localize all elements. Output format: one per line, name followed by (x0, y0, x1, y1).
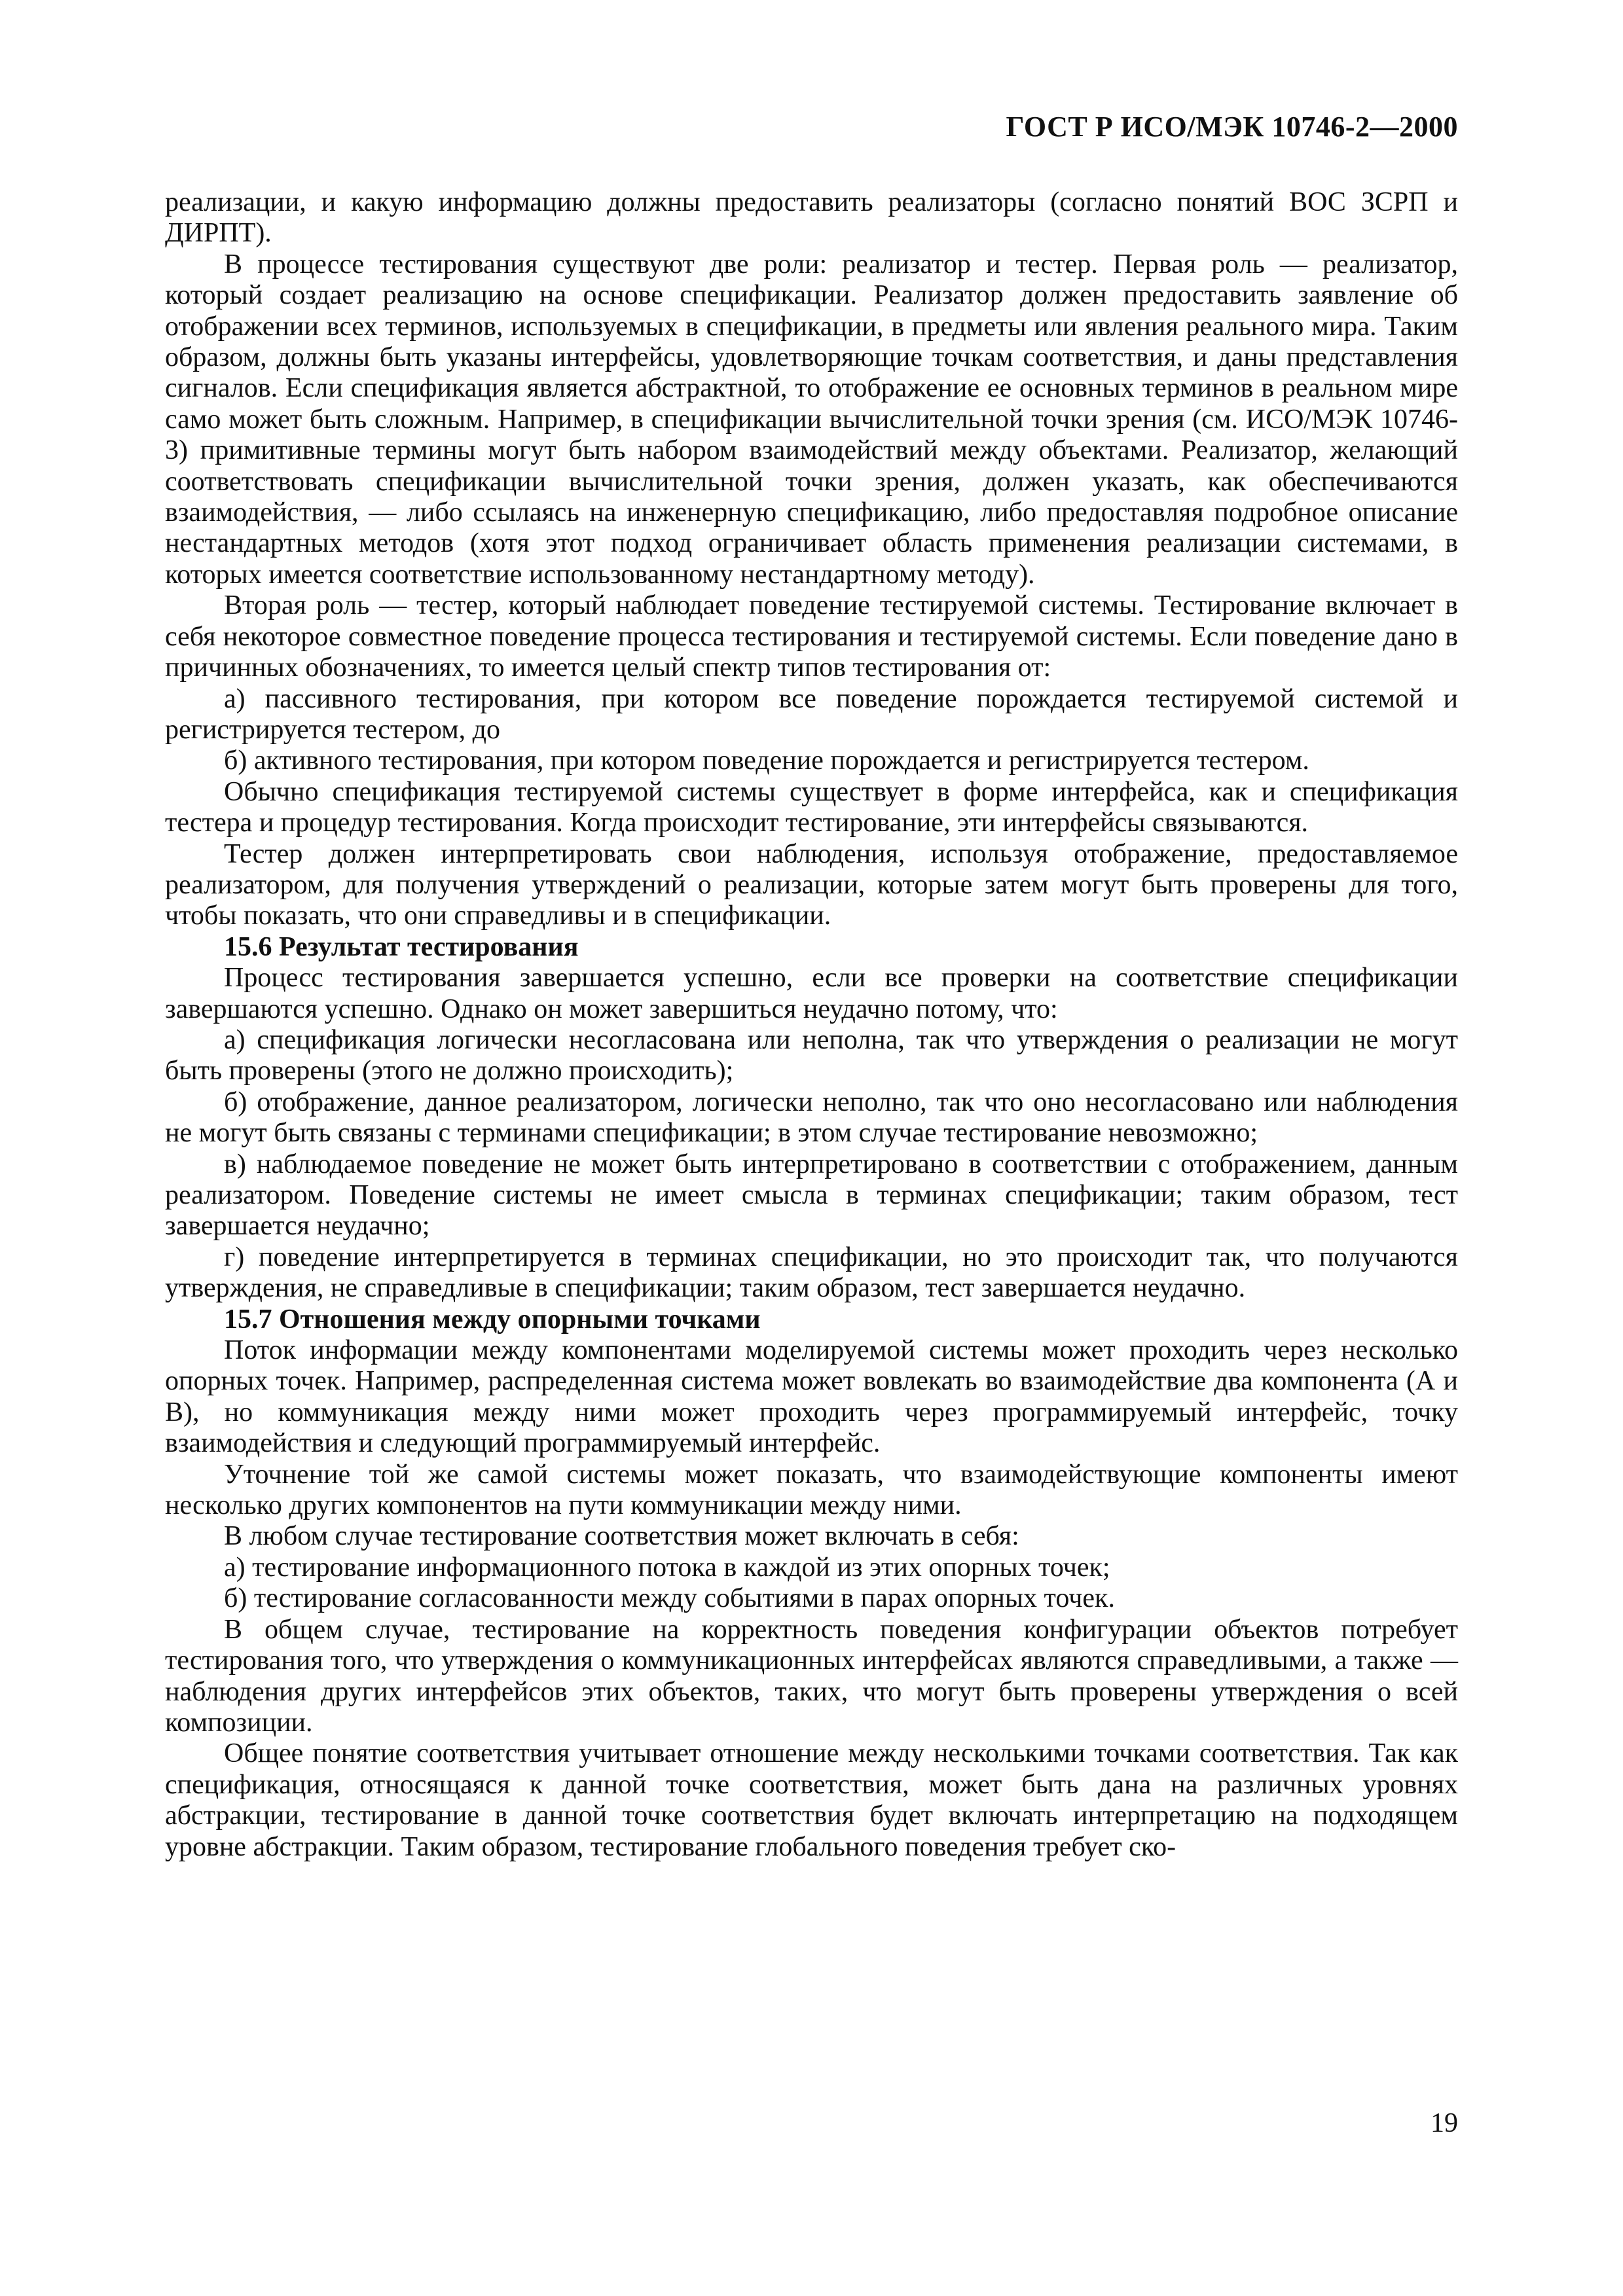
page-number: 19 (1431, 2108, 1458, 2138)
list-item: б) тестирование согласованности между событиями в парах опорных точек. (224, 1583, 1115, 1614)
list-item: а) тестирование информационного потока в каждой из этих опорных точек; (224, 1552, 1110, 1583)
list-item: а) спецификация логически несогласована или неполна, так что утверждения о реализации не могут быть проверены (этого не должно происходить); (165, 1024, 1458, 1086)
list-item: б) активного тестирования, при котором поведение порождается и регистрируется тестером. (224, 745, 1309, 776)
list-item: в) наблюдаемое поведение не может быть интерпретировано в соответствии с отображением, данным реализатором. Поведение системы не имеет смысла в терминах спецификации; таким образом, тест завершается неудачно; (165, 1149, 1458, 1242)
paragraph: В общем случае, тестирование на корректность поведения конфигурации объектов потребует тестирования того, что утверждения о коммуникационных интерфейсах являются справедливыми, а также — наблюдения других интерфейсов этих объектов, таких, что могут быть проверены утверждения о всей композиции. (165, 1614, 1458, 1738)
body-text (165, 187, 1458, 1863)
list-item: б) отображение, данное реализатором, логически неполно, так что оно несогласовано или наблюдения не могут быть связаны с терминами спецификации; в этом случае тестирование невозможно; (165, 1086, 1458, 1149)
list-item: г) поведение интерпретируется в терминах спецификации, но это происходит так, что получаются утверждения, не справедливые в спецификации; таким образом, тест завершается неудачно. (165, 1242, 1458, 1304)
document-header: ГОСТ Р ИСО/МЭК 10746-2—2000 (1006, 111, 1458, 143)
document-page (165, 0, 1458, 2296)
paragraph: реализации, и какую информацию должны предоставить реализаторы (согласно понятий ВОС ЗСРП и ДИРПТ). (165, 187, 1458, 249)
paragraph: В любом случае тестирование соответствия может включать в себя: (224, 1521, 1019, 1552)
paragraph: Тестер должен интерпретировать свои наблюдения, используя отображение, предоставляемое реализатором, для получения утверждений о реализации, которые затем могут быть проверены для того, чтобы показать, что они справедливы и в спецификации. (165, 838, 1458, 931)
list-item: а) пассивного тестирования, при котором все поведение порождается тестируемой системой и регистрируется тестером, до (165, 683, 1458, 745)
paragraph: Процесс тестирования завершается успешно, если все проверки на соответствие спецификации завершаются успешно. Однако он может завершиться неудачно потому, что: (165, 963, 1458, 1024)
paragraph: Уточнение той же самой системы может показать, что взаимодействующие компоненты имеют несколько других компонентов на пути коммуникации между ними. (165, 1459, 1458, 1521)
section-heading-15-6: 15.6 Результат тестирования (224, 931, 579, 962)
paragraph: Вторая роль — тестер, который наблюдает поведение тестируемой системы. Тестирование включает в себя некоторое совместное поведение процесса тестирования и тестируемой системы. Если поведение дано в причинных обозначениях, то имеется целый спектр типов тестирования от: (165, 590, 1458, 683)
paragraph: Общее понятие соответствия учитывает отношение между несколькими точками соответствия. Так как спецификация, относящаяся к данной точке соответствия, может быть дана на различных уровнях абстракции, тестирование в данной точке соответствия будет включать интерпретацию на подходящем уровне абстракции. Таким образом, тестирование глобального поведения требует ско- (165, 1738, 1458, 1862)
section-heading-15-7: 15.7 Отношения между опорными точками (224, 1304, 761, 1335)
paragraph: В процессе тестирования существуют две роли: реализатор и тестер. Первая роль — реализатор, который создает реализацию на основе спецификации. Реализатор должен предоставить заявление об отображении всех терминов, используемых в спецификации, в предметы или явления реального мира. Таким образом, должны быть указаны интерфейсы, удовлетворяющие точкам соответствия, и даны представления сигналов. Если спецификация является абстрактной, то отображение ее основных терминов в реальном мире само может быть сложным. Например, в спецификации вычислительной точки зрения (см. ИСО/МЭК 10746-3) примитивные термины могут быть набором взаимодействий между объектами. Реализатор, желающий соответствовать спецификации вычислительной точки зрения, должен указать, как обеспечиваются взаимодействия, — либо ссылаясь на инженерную спецификацию, либо предоставляя подробное описание нестандартных методов (хотя этот подход ограничивает область применения реализации системами, в которых имеется соответствие использованному нестандартному методу). (165, 249, 1458, 590)
paragraph: Поток информации между компонентами моделируемой системы может проходить через несколько опорных точек. Например, распределенная система может вовлекать во взаимодействие два компонента (А и В), но коммуникация между ними может проходить через программируемый интерфейс, точку взаимодействия и следующий программируемый интерфейс. (165, 1335, 1458, 1459)
paragraph: Обычно спецификация тестируемой системы существует в форме интерфейса, как и спецификация тестера и процедур тестирования. Когда происходит тестирование, эти интерфейсы связываются. (165, 776, 1458, 838)
